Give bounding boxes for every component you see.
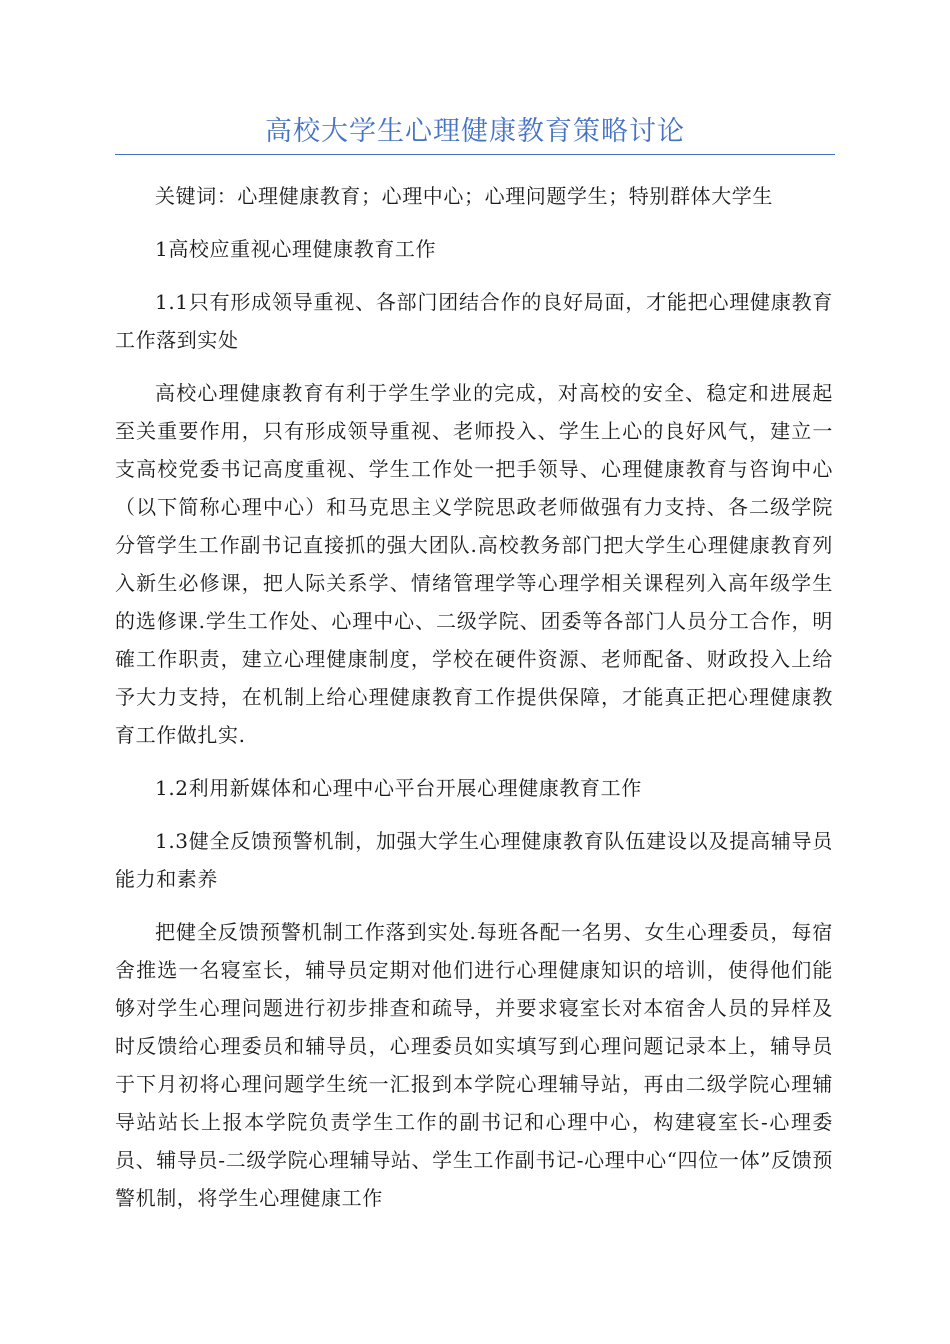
keywords-line: 关键词：心理健康教育；心理中心；心理问题学生；特别群体大学生 xyxy=(155,184,773,208)
document-title: 高校大学生心理健康教育策略讨论 xyxy=(265,116,685,147)
section-heading-1-1: 1.1只有形成领导重视、各部门团结合作的良好局面，才能把心理健康教育工作落到实处 xyxy=(115,290,833,352)
section-heading-1-2: 1.2利用新媒体和心理中心平台开展心理健康教育工作 xyxy=(155,776,642,800)
body-paragraph-1: 高校心理健康教育有利于学生学业的完成，对高校的安全、稳定和进展起至关重要作用，只有形成领导重视、老师投入、学生上心的良好风气，建立一支高校党委书记高度重视、学生工作处一把手领导、心理健康教育与咨询中心（以下简称心理中心）和马克思主义学院思政老师做强有力支持、各二级学院分管学生工作副书记直接抓的强大团队.高校教务部门把大学生心理健康教育列入新生必修课，把人际关系学、情绪管理学等心理学相关课程列入高年级学生的选修课.学生工作处、心理中心、二级学院、团委等各部门人员分工合作，明確工作职责，建立心理健康制度，学校在硬件资源、老师配备、财政投入上给予大力支持，在机制上给心理健康教育工作提供保障，才能真正把心理健康教育工作做扎实. xyxy=(115,381,833,747)
document-body xyxy=(115,177,833,1232)
title-underline xyxy=(115,154,835,155)
section-heading-1: 1高校应重视心理健康教育工作 xyxy=(155,237,437,261)
section-heading-1-3: 1.3健全反馈预警机制，加强大学生心理健康教育队伍建设以及提高辅导员能力和素养 xyxy=(115,829,833,891)
body-paragraph-2: 把健全反馈预警机制工作落到实处.每班各配一名男、女生心理委员，每宿舍推选一名寝室长，辅导员定期对他们进行心理健康知识的培训，使得他们能够对学生心理问题进行初步排查和疏导，并要求寝室长对本宿舍人员的异样及时反馈给心理委员和辅导员，心理委员如实填写到心理问题记录本上，辅导员于下月初将心理问题学生统一汇报到本学院心理辅导站，再由二级学院心理辅导站站长上报本学院负责学生工作的副书记和心理中心，构建寝室长-心理委员、辅导员-二级学院心理辅导站、学生工作副书记-心理中心“四位一体”反馈预警机制，将学生心理健康工作 xyxy=(115,920,833,1210)
